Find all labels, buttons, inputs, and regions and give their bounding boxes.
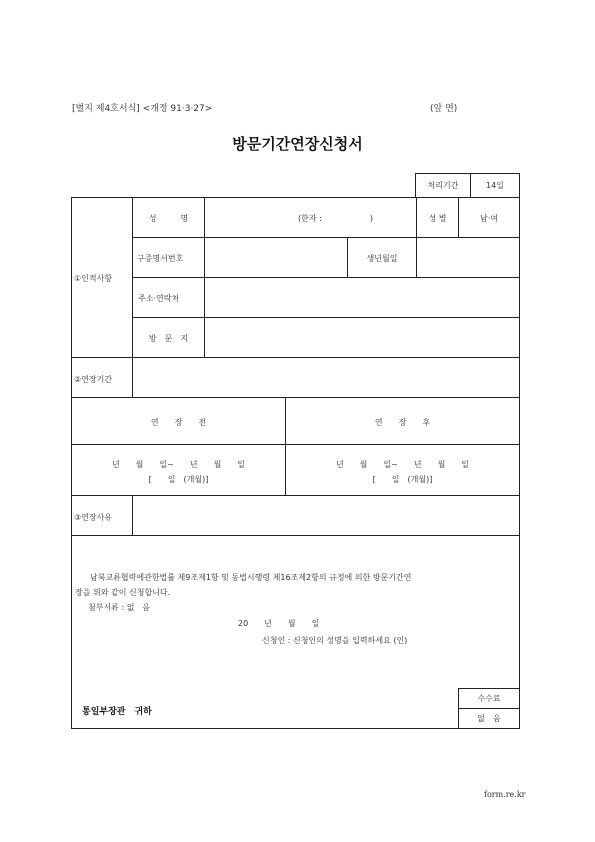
after-months-field[interactable]: [ 일 (개월)] [372, 475, 433, 484]
form-number: [별지 제4호서식] <개정 91·3·27> [72, 104, 213, 114]
birth-date-label: 생년월일 [366, 254, 398, 263]
footer-source: form.re.kr [484, 790, 526, 799]
address-contact-label: 주소·연락처 [138, 294, 180, 303]
certificate-number-label: 구증명서번호 [137, 254, 184, 263]
section-extension-period-label: ②연장기간 [74, 375, 113, 384]
fee-label: 수수료 [477, 694, 501, 703]
fee-value: 없 음 [477, 714, 501, 723]
before-months-field[interactable]: [ 일 (개월)] [148, 475, 209, 484]
gender-value[interactable]: 남·여 [480, 214, 498, 223]
attachments-text: 첨부서류 : 없 음 [88, 603, 151, 612]
processing-period-value: 14일 [486, 181, 504, 190]
name-label: 성 명 [148, 214, 189, 223]
processing-period-label: 처리기간 [427, 181, 459, 190]
visit-place-label: 방 문 지 [148, 334, 189, 343]
after-period-field[interactable]: 년 월 일~ 년 월 일 [335, 460, 470, 469]
statement-line-1: 남북교류협력에관한법률 제9조제1항 및 동법시행령 제16조제2항의 규정에 의한 방문기간연 [90, 573, 412, 582]
before-extension-label: 연 장 전 [150, 418, 207, 427]
before-period-field[interactable]: 년 월 일~ 년 월 일 [111, 460, 246, 469]
section-extension-reason-label: ③연장사유 [74, 513, 113, 522]
applicant-field[interactable]: 신청인 : 신청인의 성명을 입력하세요 (인) [262, 636, 408, 645]
page-title: 방문기간연장신청서 [232, 135, 363, 153]
statement-line-2: 장을 위와 같이 신청합니다. [75, 588, 171, 597]
hanja-field[interactable]: (한자 : ) [298, 214, 373, 223]
after-extension-label: 연 장 후 [374, 418, 431, 427]
section-personal-info-label: ①인적사항 [74, 274, 113, 283]
gender-label: 성 별 [428, 214, 447, 223]
addressee: 통일부장관 귀하 [82, 707, 152, 717]
date-field[interactable]: 20 년 월 일 [238, 619, 320, 628]
page-side-label: (앞 면) [430, 104, 458, 114]
